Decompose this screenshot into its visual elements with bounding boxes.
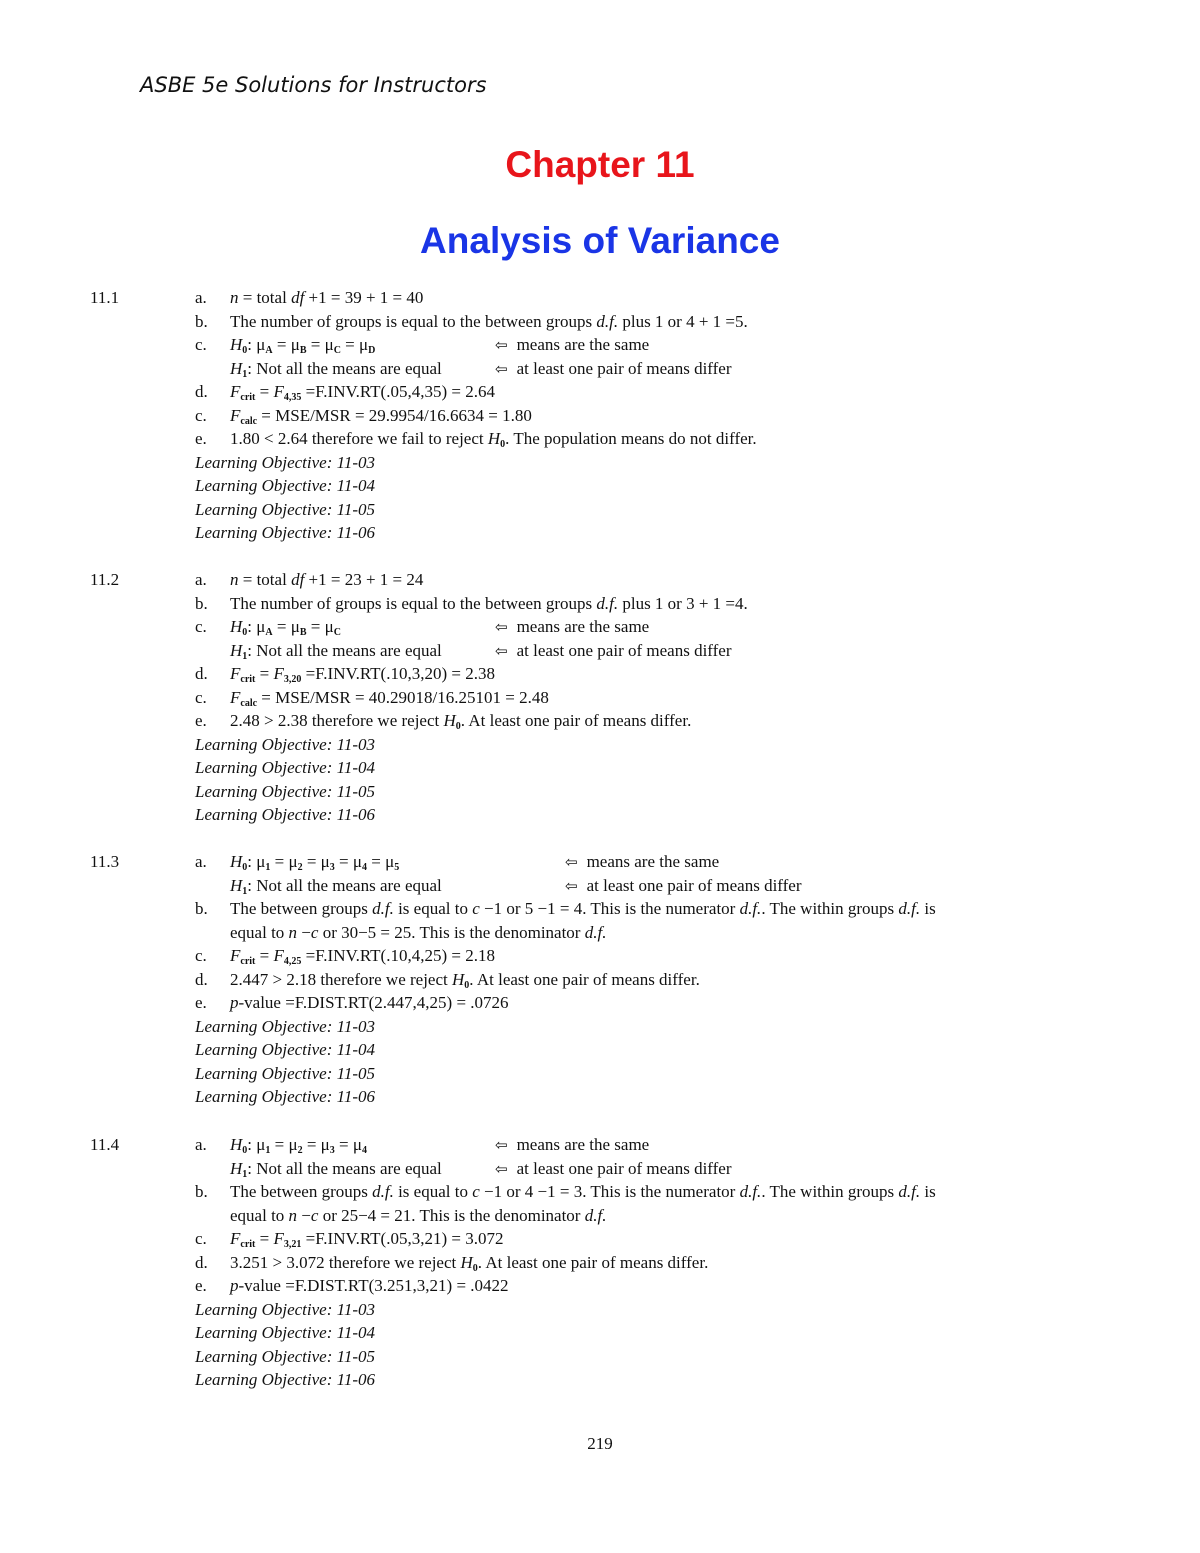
learning-objective: Learning Objective: 11-05 (195, 1346, 376, 1366)
learning-objective: Learning Objective: 11-04 (195, 476, 376, 495)
left-arrow-icon: ⇦ (495, 1136, 508, 1154)
left-arrow-icon: ⇦ (495, 359, 508, 378)
problem-number: 11.3 (90, 852, 120, 871)
learning-objective: Learning Objective: 11-03 (195, 734, 376, 754)
learning-objective: Learning Objective: 11-06 (195, 523, 376, 542)
chapter-number: Chapter 11 (505, 144, 695, 185)
left-arrow-icon: ⇦ (495, 618, 508, 636)
learning-objective: Learning Objective: 11-05 (195, 499, 376, 519)
learning-objective: Learning Objective: 11-05 (195, 1063, 376, 1083)
left-arrow-icon: ⇦ (495, 641, 508, 660)
learning-objective: Learning Objective: 11-03 (195, 1299, 376, 1319)
learning-objective: Learning Objective: 11-04 (195, 758, 376, 777)
learning-objective: Learning Objective: 11-04 (195, 1040, 376, 1059)
left-arrow-icon: ⇦ (495, 336, 508, 354)
chapter-title: Analysis of Variance (420, 220, 780, 261)
left-arrow-icon: ⇦ (565, 853, 578, 871)
left-arrow-icon: ⇦ (495, 1159, 508, 1178)
learning-objective: Learning Objective: 11-04 (195, 1323, 376, 1342)
page-number: 219 (587, 1434, 613, 1453)
problem-number: 11.2 (90, 570, 120, 589)
problem-number: 11.4 (90, 1135, 120, 1154)
left-arrow-icon: ⇦ (565, 876, 578, 895)
learning-objective: Learning Objective: 11-03 (195, 1016, 376, 1036)
learning-objective: Learning Objective: 11-06 (195, 1370, 376, 1389)
running-header: ASBE 5e Solutions for Instructors (140, 73, 487, 97)
learning-objective: Learning Objective: 11-03 (195, 452, 376, 472)
learning-objective: Learning Objective: 11-06 (195, 1087, 376, 1106)
learning-objective: Learning Objective: 11-06 (195, 805, 376, 824)
problem-number: 11.1 (90, 288, 120, 307)
learning-objective: Learning Objective: 11-05 (195, 781, 376, 801)
